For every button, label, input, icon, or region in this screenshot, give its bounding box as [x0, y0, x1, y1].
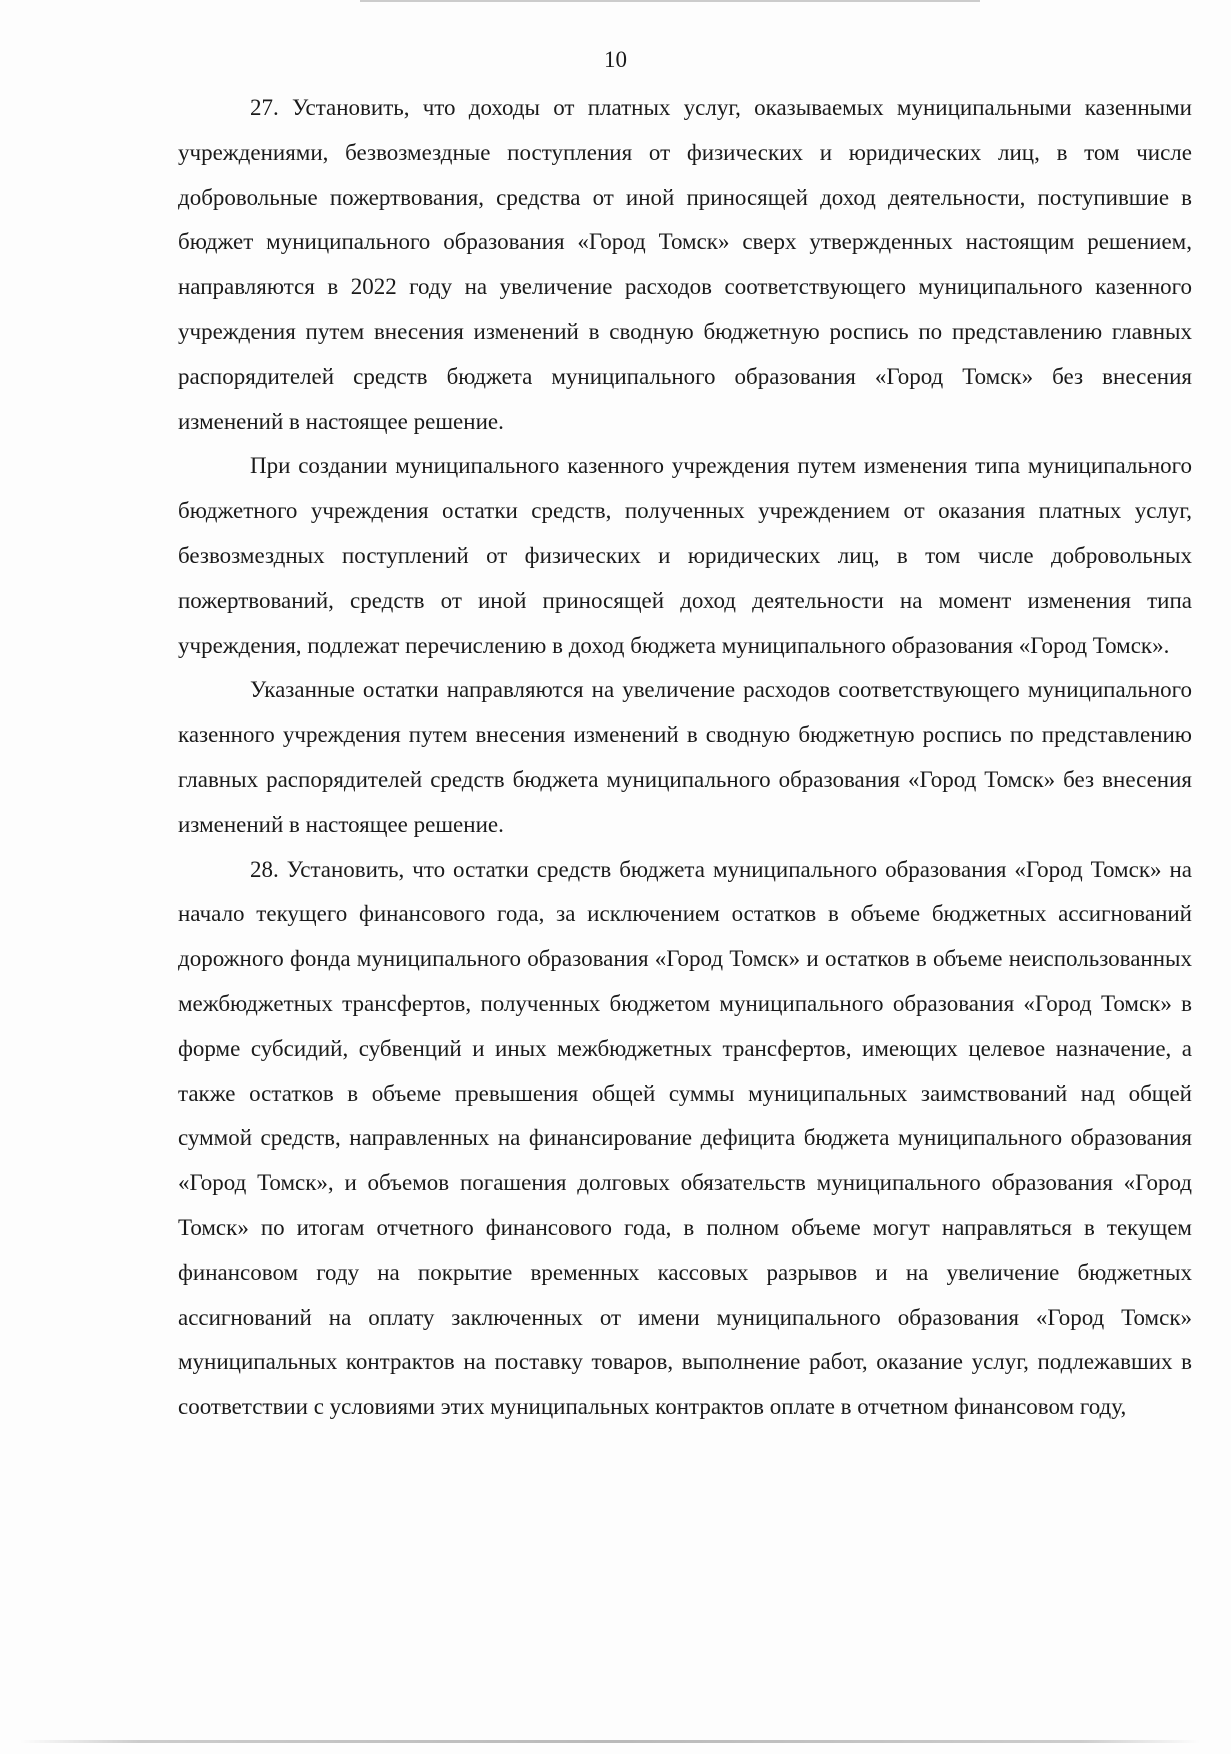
paragraph-27-part-3: Указанные остатки направляются на увеличение расходов соответствующего муниципального казенного учреждения путем внесения изменений в сводную бюджетную роспись по представлению главных распорядителей средств бюджета муниципального образования «Город Томск» без внесения изменений в настоящее решение. — [178, 677, 1192, 837]
page-number: 10 — [604, 47, 627, 72]
document-body — [178, 86, 1192, 1430]
paragraph-27-part-2: При создании муниципального казенного учреждения путем изменения типа муниципального бюджетного учреждения остатки средств, полученных учреждением от оказания платных услуг, безвозмездных поступлений от физических и юридических лиц, в том числе добровольных пожертвований, средств от иной приносящей доход деятельности на момент изменения типа учреждения, подлежат перечислению в доход бюджета муниципального образования «Город Томск». — [178, 453, 1192, 658]
scan-top-edge — [360, 0, 980, 2]
paragraph-28: 28. Установить, что остатки средств бюджета муниципального образования «Город Томск» на начало текущего финансового года, за исключением остатков в объеме бюджетных ассигнований дорожного фонда муниципального образования «Город Томск» и остатков в объеме неиспользованных межбюджетных трансфертов, полученных бюджетом муниципального образования «Город Томск» в форме субсидий, субвенций и иных межбюджетных трансфертов, имеющих целевое назначение, а также остатков в объеме превышения общей суммы муниципальных заимствований над общей суммой средств, направленных на финансирование дефицита бюджета муниципального образования «Город Томск», и объемов погашения долговых обязательств муниципального образования «Город Томск» по итогам отчетного финансового года, в полном объеме могут направляться в текущем финансовом году на покрытие временных кассовых разрывов и на увеличение бюджетных ассигнований на оплату заключенных от имени муниципального образования «Город Томск» муниципальных контрактов на поставку товаров, выполнение работ, оказание услуг, подлежавших в соответствии с условиями этих муниципальных контрактов оплате в отчетном финансовом году, — [178, 856, 1192, 1420]
paragraph-27: 27. Установить, что доходы от платных услуг, оказываемых муниципальными казенными учреждениями, безвозмездные поступления от физических и юридических лиц, в том числе добровольные пожертвования, средства от иной приносящей доход деятельности, поступившие в бюджет муниципального образования «Город Томск» сверх утвержденных настоящим решением, направляются в 2022 году на увеличение расходов соответствующего муниципального казенного учреждения путем внесения изменений в сводную бюджетную роспись по представлению главных распорядителей средств бюджета муниципального образования «Город Томск» без внесения изменений в настоящее решение. — [178, 95, 1192, 434]
scan-bottom-edge — [20, 1740, 1200, 1743]
